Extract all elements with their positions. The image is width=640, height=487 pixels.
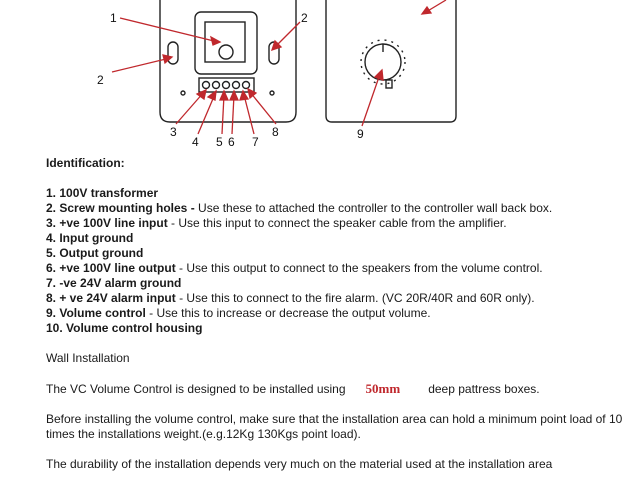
callout-arrows [112, 0, 446, 134]
document-body [46, 156, 626, 487]
item-label: 6. +ve 100V line output [46, 261, 176, 275]
item-label: 5. Output ground [46, 246, 144, 260]
item-label: 4. Input ground [46, 231, 134, 245]
pattress-text-before: The VC Volume Control is designed to be installed using [46, 382, 346, 396]
list-item [46, 321, 626, 336]
item-label: 7. -ve 24V alarm ground [46, 276, 182, 290]
callout-labels [97, 11, 364, 149]
callout-9: 9 [357, 127, 364, 141]
callout-5: 5 [216, 135, 223, 149]
wall-installation-heading: Wall Installation [46, 351, 130, 365]
list-item [46, 246, 626, 261]
item-label: 9. Volume control [46, 306, 146, 320]
list-item [46, 201, 626, 216]
callout-1: 1 [110, 11, 117, 25]
identification-heading: Identification: [46, 156, 125, 170]
item-desc: - Use this to connect to the fire alarm. (VC 20R/40R and 60R only). [175, 291, 535, 305]
rear-view-unit [160, 0, 296, 122]
list-item [46, 216, 626, 231]
callout-8: 8 [272, 125, 279, 139]
item-label: 1. 100V transformer [46, 186, 159, 200]
durability-paragraph: The durability of the installation depends very much on the material used at the installation area [46, 457, 553, 471]
list-item [46, 291, 626, 306]
list-item [46, 306, 626, 321]
item-label: 8. + ve 24V alarm input [46, 291, 176, 305]
load-paragraph: Before installing the volume control, make sure that the installation area can hold a minimum point load of 10 times the installations weight.(e.g.12Kg 130Kgs point load). [46, 412, 623, 441]
item-desc: - Use this to increase or decrease the output volume. [145, 306, 431, 320]
item-label: 3. +ve 100V line input [46, 216, 168, 230]
callout-7: 7 [252, 135, 259, 149]
list-item [46, 276, 626, 291]
pattress-text-after: deep pattress boxes. [428, 382, 540, 396]
front-view-unit [326, 0, 456, 122]
callout-2-left: 2 [97, 73, 104, 87]
callout-6: 6 [228, 135, 235, 149]
pattress-paragraph [46, 381, 626, 397]
item-label: 10. Volume control housing [46, 321, 203, 335]
item-desc: Use these to attached the controller to the controller wall back box. [194, 201, 553, 215]
pattress-depth-value: 50mm [365, 381, 401, 396]
callout-3: 3 [170, 125, 177, 139]
product-diagram [0, 0, 640, 150]
item-label: 2. Screw mounting holes - [46, 201, 195, 215]
item-desc: - Use this input to connect the speaker cable from the amplifier. [167, 216, 507, 230]
item-desc: - Use this output to connect to the speakers from the volume control. [175, 261, 543, 275]
list-item [46, 231, 626, 246]
callout-4: 4 [192, 135, 199, 149]
list-item [46, 186, 626, 201]
callout-2-right: 2 [301, 11, 308, 25]
list-item [46, 261, 626, 276]
